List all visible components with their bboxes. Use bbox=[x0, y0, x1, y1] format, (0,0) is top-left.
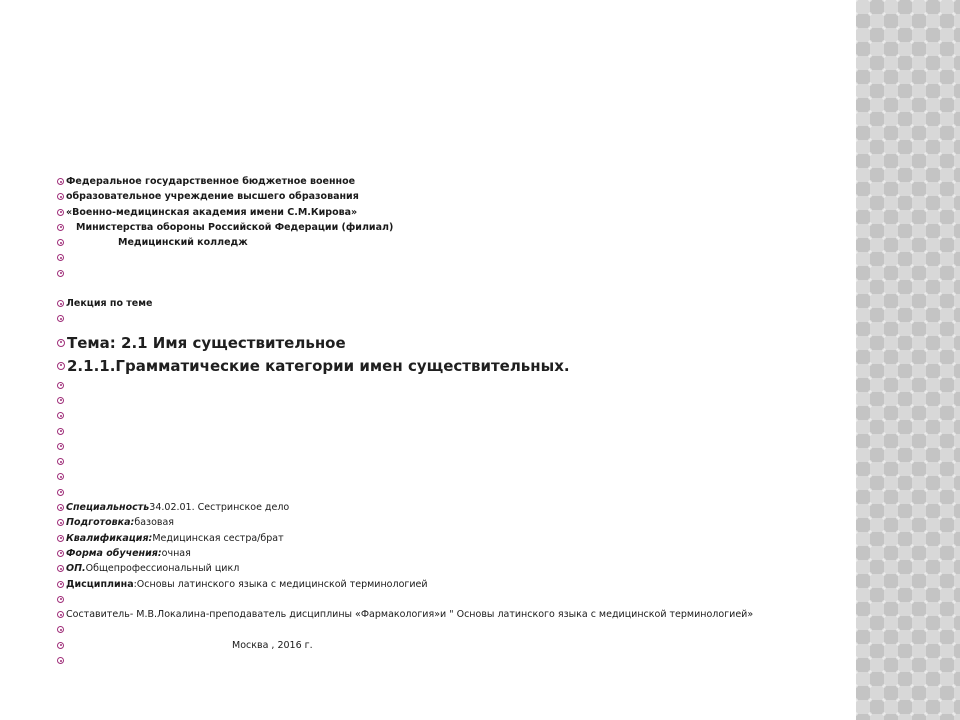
detail-training bbox=[57, 515, 847, 530]
topic-subtitle: 2.1.1.Грамматические категории имен существительных. bbox=[67, 356, 570, 375]
bullet-icon bbox=[57, 519, 64, 526]
empty-line bbox=[57, 424, 847, 439]
bullet-icon bbox=[57, 300, 64, 307]
lecture-label: Лекция по теме bbox=[66, 298, 153, 310]
specialty-value: 34.02.01. Сестринское дело bbox=[149, 502, 290, 514]
training-value: базовая bbox=[134, 517, 175, 529]
bullet-icon bbox=[57, 178, 64, 185]
bullet-icon bbox=[57, 209, 64, 216]
topic-subtitle-line bbox=[57, 355, 847, 378]
header-line-text: Министерства обороны Российской Федерации (филиал) bbox=[76, 221, 394, 233]
spacer bbox=[57, 281, 847, 296]
bullet-icon bbox=[57, 443, 64, 450]
bullet-icon bbox=[57, 339, 65, 347]
header-line bbox=[57, 174, 847, 189]
header-line-text: Федеральное государственное бюджетное военное bbox=[66, 176, 356, 187]
bullet-icon bbox=[57, 193, 64, 200]
header-line bbox=[57, 235, 847, 250]
bullet-icon bbox=[57, 550, 64, 557]
empty-line bbox=[57, 266, 847, 281]
bullet-icon bbox=[57, 504, 64, 511]
form-value: очная bbox=[161, 547, 191, 559]
header-line bbox=[57, 189, 847, 204]
decorative-side-panel bbox=[856, 0, 960, 720]
topic-title-line bbox=[57, 332, 847, 355]
empty-line bbox=[57, 653, 847, 668]
bullet-icon bbox=[57, 239, 64, 246]
city-year-line bbox=[57, 638, 847, 653]
city-year: Москва , 2016 г. bbox=[232, 639, 313, 651]
slide-content bbox=[57, 174, 847, 668]
header-line-text: Медицинский колледж bbox=[118, 237, 248, 249]
empty-line bbox=[57, 439, 847, 454]
detail-form bbox=[57, 546, 847, 561]
training-label: Подготовка: bbox=[66, 517, 135, 529]
bullet-icon bbox=[57, 657, 64, 664]
bullet-icon bbox=[57, 473, 64, 480]
specialty-label: Специальность bbox=[66, 502, 150, 514]
bullet-icon bbox=[57, 596, 64, 603]
bullet-icon bbox=[57, 428, 64, 435]
bullet-icon bbox=[57, 626, 64, 633]
bullet-icon bbox=[57, 315, 64, 322]
form-label: Форма обучения: bbox=[66, 547, 162, 559]
detail-op bbox=[57, 561, 847, 576]
bullet-icon bbox=[57, 611, 64, 618]
detail-qualification bbox=[57, 531, 847, 546]
topic-title: Тема: 2.1 Имя существительное bbox=[67, 333, 346, 352]
empty-line bbox=[57, 485, 847, 500]
bullet-icon bbox=[57, 458, 64, 465]
qualification-label: Квалификация: bbox=[66, 532, 153, 544]
empty-line bbox=[57, 408, 847, 423]
header-line-text: образовательное учреждение высшего образования bbox=[66, 191, 359, 203]
op-label: ОП. bbox=[66, 563, 86, 575]
qualification-value: Медицинская сестра/брат bbox=[152, 532, 284, 544]
bullet-icon bbox=[57, 224, 64, 231]
header-line bbox=[57, 220, 847, 235]
header-line-text: «Военно-медицинская академия имени С.М.Кирова» bbox=[66, 206, 358, 218]
empty-line bbox=[57, 622, 847, 637]
op-value: Общепрофессиональный цикл bbox=[85, 563, 240, 575]
bullet-icon bbox=[57, 412, 64, 419]
bullet-icon bbox=[57, 382, 64, 389]
empty-line bbox=[57, 250, 847, 265]
bullet-icon bbox=[57, 642, 64, 649]
empty-line bbox=[57, 454, 847, 469]
discipline-value: :Основы латинского языка с медицинской терминологией bbox=[133, 578, 428, 590]
empty-line bbox=[57, 393, 847, 408]
detail-specialty bbox=[57, 500, 847, 515]
empty-line bbox=[57, 469, 847, 484]
author-text: Составитель- М.В.Локалина-преподаватель дисциплины «Фармакология»и " Основы латинского языка с медицинской терминологией» bbox=[66, 609, 754, 621]
bullet-icon bbox=[57, 397, 64, 404]
bullet-icon bbox=[57, 535, 64, 542]
bullet-icon bbox=[57, 581, 64, 588]
bullet-icon bbox=[57, 254, 64, 261]
header-line bbox=[57, 205, 847, 220]
author-line bbox=[57, 607, 847, 622]
empty-line bbox=[57, 311, 847, 326]
bullet-icon bbox=[57, 270, 64, 277]
lecture-label-line bbox=[57, 296, 847, 311]
discipline-label: Дисциплина bbox=[66, 578, 134, 590]
empty-line bbox=[57, 592, 847, 607]
bullet-icon bbox=[57, 489, 64, 496]
detail-discipline bbox=[57, 577, 847, 592]
empty-line bbox=[57, 378, 847, 393]
bullet-icon bbox=[57, 565, 64, 572]
bullet-icon bbox=[57, 362, 65, 370]
